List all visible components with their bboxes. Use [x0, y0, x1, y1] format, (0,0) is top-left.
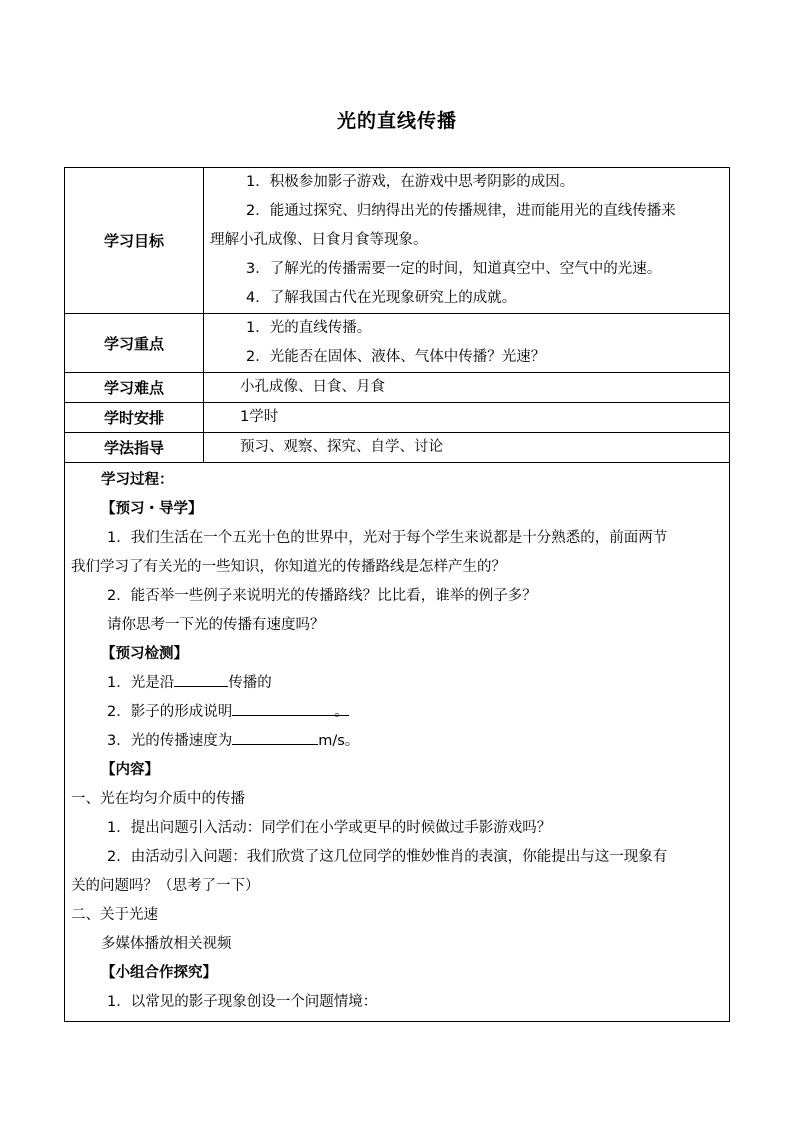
- check-item-3: [65, 727, 729, 756]
- process-heading: 学习过程：: [101, 472, 174, 488]
- schedule-label: 学时安排: [65, 403, 204, 433]
- section-1-paragraph-2b: 关的问题吗？（思考了一下）: [71, 878, 260, 894]
- objective-item: 理解小孔成像、日食月食等现象。: [210, 232, 428, 248]
- difficulties-text: 小孔成像、日食、月食: [240, 379, 385, 395]
- check-2-prefix: 2．影子的形成说明: [107, 704, 233, 720]
- schedule-text: 1学时: [240, 409, 279, 425]
- check-1-suffix: 传播的: [228, 675, 272, 691]
- objectives-label: 学习目标: [65, 168, 204, 314]
- methods-text: 预习、观察、探究、自学、讨论: [240, 439, 443, 455]
- section-1-title: 一、光在均匀介质中的传播: [71, 791, 245, 807]
- answer-blank-2[interactable]: [232, 698, 334, 716]
- check-item-2: [65, 698, 729, 727]
- key-points-content: [204, 314, 730, 373]
- answer-blank-1[interactable]: [174, 669, 228, 687]
- objective-item: 4．了解我国古代在光现象研究上的成就。: [246, 290, 517, 306]
- check-heading: 【预习检测】: [101, 646, 188, 662]
- section-2-title: 二、关于光速: [71, 907, 158, 923]
- objective-item: 2．能通过探究、归纳得出光的传播规律，进而能用光的直线传播来: [246, 203, 676, 219]
- check-3-suffix: m/s。: [318, 733, 360, 749]
- preview-question-1a: 1．我们生活在一个五光十色的世界中，光对于每个学生来说都是十分熟悉的，前面两节: [107, 530, 668, 546]
- schedule-row: [65, 403, 730, 433]
- preview-heading: 【预习・导学】: [101, 501, 203, 517]
- key-point-item: 2．光能否在固体、液体、气体中传播？光速？: [246, 349, 546, 365]
- section-2-paragraph-1: 多媒体播放相关视频: [101, 936, 232, 952]
- preview-question-2: 2．能否举一些例子来说明光的传播路线？比比看，谁举的例子多？: [107, 588, 537, 604]
- lesson-plan-table: [64, 167, 730, 1022]
- section-1-paragraph-1: 1．提出问题引入活动：同学们在小学或更早的时候做过手影游戏吗？: [107, 820, 552, 836]
- preview-question-1b: 我们学习了有关光的一些知识，你知道光的传播路线是怎样产生的？: [71, 559, 506, 575]
- objective-item: 1．积极参加影子游戏，在游戏中思考阴影的成因。: [246, 174, 575, 190]
- objectives-content: [204, 168, 730, 314]
- key-points-label: 学习重点: [65, 314, 204, 373]
- section-1-paragraph-2a: 2．由活动引入问题：我们欣赏了这几位同学的惟妙惟肖的表演，你能提出与这一现象有: [107, 849, 668, 865]
- check-2-suffix: 。: [334, 698, 349, 716]
- difficulties-row: [65, 373, 730, 403]
- content-heading: 【内容】: [101, 762, 159, 778]
- group-heading: 【小组合作探究】: [101, 965, 217, 981]
- methods-label: 学法指导: [65, 433, 204, 463]
- objectives-row: [65, 168, 730, 314]
- page-title: 光的直线传播: [336, 110, 457, 132]
- key-point-item: 1．光的直线传播。: [246, 320, 372, 336]
- check-item-1: [65, 669, 729, 698]
- process-row: [65, 463, 730, 1022]
- check-3-prefix: 3．光的传播速度为: [107, 733, 233, 749]
- process-content: [65, 463, 730, 1022]
- preview-question-3: 请你思考一下光的传播有速度吗？: [107, 617, 325, 633]
- group-paragraph-1: 1．以常见的影子现象创设一个问题情境：: [107, 994, 378, 1010]
- difficulties-label: 学习难点: [65, 373, 204, 403]
- check-1-prefix: 1．光是沿: [107, 675, 175, 691]
- key-points-row: [65, 314, 730, 373]
- objective-item: 3．了解光的传播需要一定的时间，知道真空中、空气中的光速。: [246, 261, 662, 277]
- answer-blank-3[interactable]: [232, 727, 318, 745]
- methods-row: [65, 433, 730, 463]
